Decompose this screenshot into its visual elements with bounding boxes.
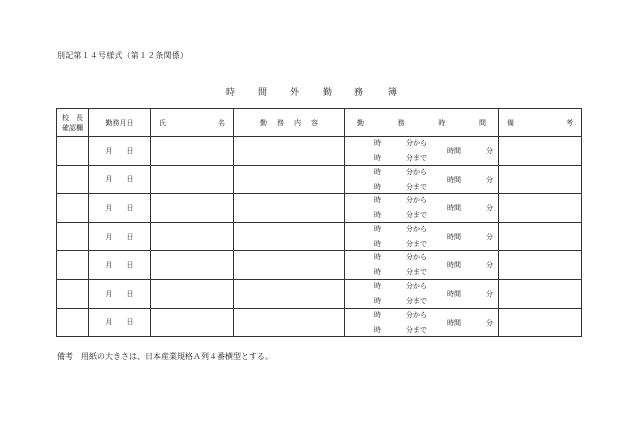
work-date-cell[interactable]	[89, 222, 151, 251]
work-content-cell[interactable]	[234, 279, 345, 308]
start-minute-label: 分から	[406, 196, 427, 205]
title-char: 外	[290, 88, 300, 98]
content-header-char: 内	[294, 118, 301, 127]
total-minutes-label: 分	[486, 204, 493, 213]
table-row	[57, 137, 582, 166]
total-hours-label: 時間	[447, 232, 461, 241]
work-date-cell[interactable]	[89, 165, 151, 194]
end-hour-label: 時	[374, 296, 381, 305]
total-hours-label: 時間	[447, 318, 461, 327]
start-minute-label: 分から	[406, 167, 427, 176]
work-content-cell[interactable]	[234, 222, 345, 251]
total-hours-label: 時間	[447, 261, 461, 270]
work-content-cell[interactable]	[234, 137, 345, 166]
principal-confirm-cell[interactable]	[57, 251, 89, 280]
work-hours-cell[interactable]	[345, 308, 499, 337]
end-minute-label: 分まで	[406, 211, 427, 220]
name-header-char: 氏	[159, 118, 166, 127]
title-char: 時	[226, 88, 236, 98]
principal-confirm-cell[interactable]	[57, 308, 89, 337]
day-label: 日	[126, 203, 134, 212]
start-hour-label: 時	[374, 281, 381, 290]
work-date-cell[interactable]	[89, 194, 151, 223]
remarks-cell[interactable]	[499, 251, 582, 280]
name-header	[151, 109, 234, 137]
end-hour-label: 時	[374, 182, 381, 191]
start-hour-label: 時	[374, 139, 381, 147]
month-label: 月	[105, 318, 113, 327]
work-content-cell[interactable]	[234, 165, 345, 194]
total-minutes-label: 分	[486, 289, 493, 298]
remarks-cell[interactable]	[499, 308, 582, 337]
overtime-table	[56, 108, 582, 337]
table-row	[57, 308, 582, 337]
date-header: 勤務月日	[89, 109, 151, 137]
total-hours-label: 時間	[447, 289, 461, 298]
total-hours-label: 時間	[447, 204, 461, 213]
end-minute-label: 分まで	[406, 239, 427, 248]
day-label: 日	[126, 146, 134, 155]
remarks-cell[interactable]	[499, 137, 582, 166]
footnote: 備考 用紙の大きさは、日本産業規格Ａ列４番横型とする。	[57, 352, 273, 361]
start-hour-label: 時	[374, 310, 381, 319]
month-label: 月	[105, 261, 113, 270]
end-minute-label: 分まで	[406, 268, 427, 277]
hours-header-char: 勤	[357, 118, 364, 127]
principal-confirm-cell[interactable]	[57, 137, 89, 166]
title-char: 務	[354, 88, 364, 98]
total-minutes-label: 分	[486, 147, 493, 155]
work-hours-cell[interactable]	[345, 165, 499, 194]
principal-confirm-cell[interactable]	[57, 222, 89, 251]
day-label: 日	[126, 232, 134, 241]
start-minute-label: 分から	[406, 253, 427, 262]
title-char: 勤	[323, 88, 333, 98]
table-row	[57, 194, 582, 223]
end-hour-label: 時	[374, 211, 381, 220]
work-hours-cell[interactable]	[345, 194, 499, 223]
content-header-char: 務	[277, 118, 284, 127]
remarks-cell[interactable]	[499, 194, 582, 223]
day-label: 日	[126, 175, 134, 184]
name-cell[interactable]	[151, 137, 234, 166]
total-minutes-label: 分	[486, 318, 493, 327]
start-minute-label: 分から	[406, 224, 427, 233]
end-minute-label: 分まで	[406, 296, 427, 305]
work-content-cell[interactable]	[234, 251, 345, 280]
start-hour-label: 時	[374, 167, 381, 176]
name-cell[interactable]	[151, 308, 234, 337]
content-header-char: 勤	[260, 118, 267, 127]
name-cell[interactable]	[151, 194, 234, 223]
work-date-cell[interactable]	[89, 279, 151, 308]
table-header-row	[57, 109, 582, 137]
hours-header-char: 間	[478, 118, 486, 127]
start-hour-label: 時	[374, 253, 381, 262]
table-row	[57, 222, 582, 251]
end-minute-label: 分まで	[406, 325, 427, 334]
hours-header-char: 時	[438, 118, 446, 127]
work-content-cell[interactable]	[234, 308, 345, 337]
table-row	[57, 165, 582, 194]
total-minutes-label: 分	[486, 175, 493, 184]
work-hours-cell[interactable]	[345, 279, 499, 308]
start-hour-label: 時	[374, 196, 381, 205]
title-char: 間	[258, 88, 268, 98]
work-hours-cell[interactable]	[345, 251, 499, 280]
name-header-char: 名	[218, 118, 225, 127]
total-hours-label: 時間	[447, 175, 461, 184]
day-label: 日	[126, 261, 134, 270]
principal-confirm-cell[interactable]	[57, 279, 89, 308]
hours-header	[345, 109, 499, 137]
name-cell[interactable]	[151, 222, 234, 251]
remarks-cell[interactable]	[499, 279, 582, 308]
name-cell[interactable]	[151, 279, 234, 308]
principal-confirm-cell[interactable]	[57, 165, 89, 194]
work-content-cell[interactable]	[234, 194, 345, 223]
start-minute-label: 分から	[406, 139, 427, 147]
total-hours-label: 時間	[447, 147, 461, 155]
work-date-cell[interactable]	[89, 137, 151, 166]
name-cell[interactable]	[151, 251, 234, 280]
end-hour-label: 時	[374, 325, 381, 334]
confirm-label: 確認欄	[62, 123, 83, 132]
content-header	[234, 109, 345, 137]
principal-label: 校 長	[62, 113, 83, 122]
remarks-header	[499, 109, 582, 137]
day-label: 日	[126, 289, 134, 298]
end-hour-label: 時	[374, 268, 381, 277]
principal-confirm-cell[interactable]	[57, 194, 89, 223]
work-hours-cell[interactable]	[345, 222, 499, 251]
remarks-cell[interactable]	[499, 222, 582, 251]
title-char: 簿	[388, 88, 398, 98]
end-minute-label: 分まで	[406, 182, 427, 191]
table-row	[57, 251, 582, 280]
work-date-cell[interactable]	[89, 308, 151, 337]
hours-header-char: 務	[397, 118, 405, 127]
month-label: 月	[105, 146, 113, 155]
name-cell[interactable]	[151, 165, 234, 194]
start-minute-label: 分から	[406, 310, 427, 319]
start-minute-label: 分から	[406, 281, 427, 290]
remarks-header-char: 備	[507, 118, 514, 127]
work-hours-cell[interactable]	[345, 137, 499, 166]
remarks-header-char: 考	[566, 118, 573, 127]
remarks-cell[interactable]	[499, 165, 582, 194]
month-label: 月	[105, 232, 113, 241]
end-hour-label: 時	[374, 154, 381, 162]
form-annex-label: 別記第１４号様式（第１２条関係）	[57, 51, 189, 60]
total-minutes-label: 分	[486, 232, 493, 241]
total-minutes-label: 分	[486, 261, 493, 270]
content-header-char: 容	[311, 118, 318, 127]
end-hour-label: 時	[374, 239, 381, 248]
work-date-cell[interactable]	[89, 251, 151, 280]
end-minute-label: 分まで	[406, 154, 427, 162]
month-label: 月	[105, 289, 113, 298]
start-hour-label: 時	[374, 224, 381, 233]
month-label: 月	[105, 203, 113, 212]
day-label: 日	[126, 318, 134, 327]
principal-confirm-header	[57, 109, 89, 137]
month-label: 月	[105, 175, 113, 184]
table-row	[57, 279, 582, 308]
